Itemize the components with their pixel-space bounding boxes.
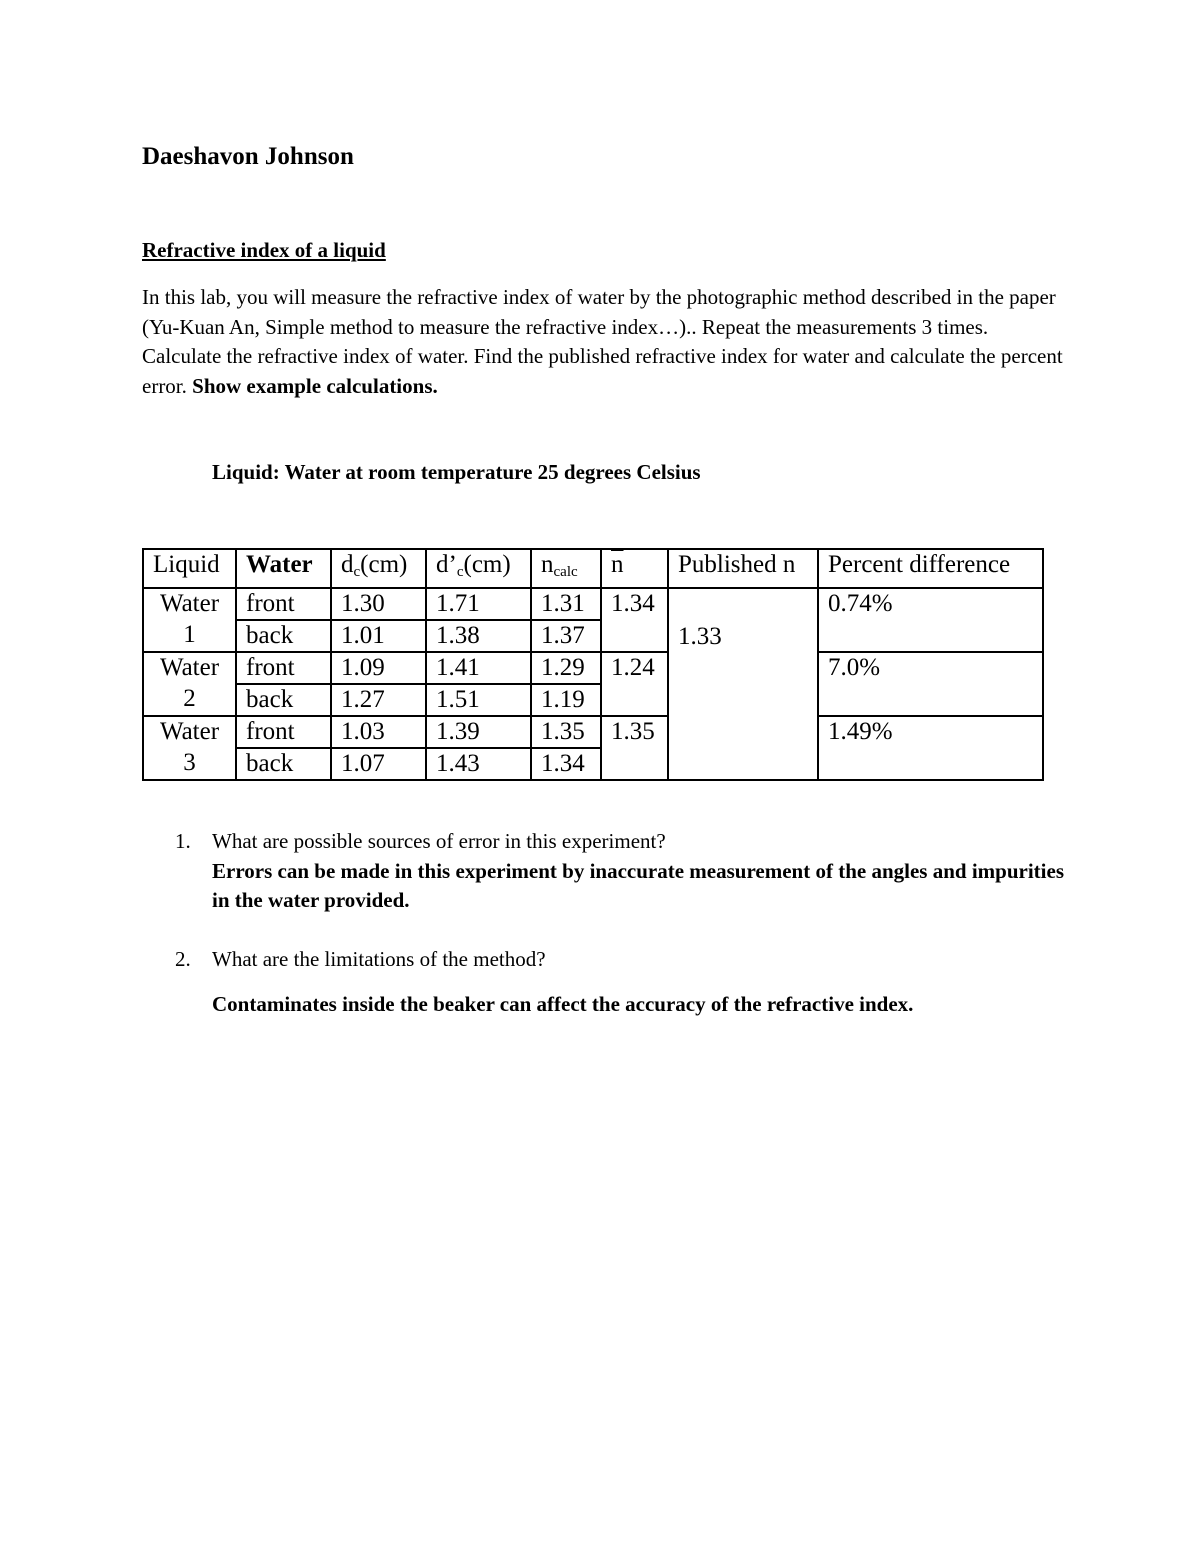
table-header-row bbox=[143, 549, 1043, 588]
question-item bbox=[142, 945, 1082, 1020]
table-row bbox=[143, 652, 1043, 684]
cell-dc: 1.27 bbox=[331, 684, 426, 716]
group-label-line2: 2 bbox=[143, 684, 236, 716]
intro-paragraph bbox=[142, 283, 1072, 401]
header-dprime-sub: c bbox=[456, 564, 464, 580]
cell-side: front bbox=[236, 652, 331, 684]
cell-percent: 1.49% bbox=[818, 716, 1043, 780]
cell-ncalc: 1.34 bbox=[531, 748, 601, 780]
question-number: 1. bbox=[175, 829, 191, 853]
cell-dc: 1.03 bbox=[331, 716, 426, 748]
header-ncalc bbox=[531, 549, 601, 588]
group-label-line1: Water bbox=[143, 652, 236, 684]
header-liquid: Liquid bbox=[143, 549, 236, 588]
header-ncalc-sub: calc bbox=[553, 564, 578, 580]
header-dprime-symbol: d’ bbox=[436, 551, 457, 578]
header-nbar-symbol: $\overline{n}$ bbox=[611, 551, 624, 578]
header-water: Water bbox=[236, 549, 331, 588]
cell-percent: 7.0% bbox=[818, 652, 1043, 716]
cell-side: front bbox=[236, 588, 331, 620]
cell-dc: 1.07 bbox=[331, 748, 426, 780]
cell-ncalc: 1.29 bbox=[531, 652, 601, 684]
cell-ncalc: 1.35 bbox=[531, 716, 601, 748]
cell-dc: 1.30 bbox=[331, 588, 426, 620]
group-label-line1: Water bbox=[143, 588, 236, 620]
group-label-line1: Water bbox=[143, 716, 236, 748]
cell-ncalc: 1.31 bbox=[531, 588, 601, 620]
cell-dprime: 1.41 bbox=[426, 652, 531, 684]
cell-ncalc: 1.37 bbox=[531, 620, 601, 652]
intro-bold-tail: Show example calculations. bbox=[192, 373, 438, 398]
lab-title: Refractive index of a liquid bbox=[142, 238, 386, 262]
cell-side: back bbox=[236, 620, 331, 652]
cell-ncalc: 1.19 bbox=[531, 684, 601, 716]
header-dc-sub: c bbox=[353, 564, 361, 580]
header-ncalc-symbol: n bbox=[541, 551, 554, 578]
cell-dc: 1.01 bbox=[331, 620, 426, 652]
header-dprime-unit: (cm) bbox=[463, 551, 511, 578]
cell-percent: 0.74% bbox=[818, 588, 1043, 652]
cell-dprime: 1.71 bbox=[426, 588, 531, 620]
intro-text: In this lab, you will measure the refractive index of water by the photographic method described in the paper (Yu-Kuan An, Simple method to measure the refractive index…).. Repeat the measurements 3 times. Calculate the refractive index of water. Find the published refractive index for water and calculate the percent error. bbox=[142, 285, 1063, 398]
question-text: What are the limitations of the method? bbox=[212, 946, 546, 971]
author-name: Daeshavon Johnson bbox=[142, 143, 354, 170]
cell-dprime: 1.39 bbox=[426, 716, 531, 748]
question-text: What are possible sources of error in this experiment? bbox=[212, 829, 666, 853]
header-dprime-c bbox=[426, 549, 531, 588]
published-value: 1.33 bbox=[678, 623, 722, 650]
cell-mean: 1.34 bbox=[601, 588, 668, 652]
cell-side: back bbox=[236, 748, 331, 780]
header-published: Published n bbox=[668, 549, 818, 588]
table-row bbox=[143, 588, 1043, 620]
cell-side: back bbox=[236, 684, 331, 716]
cell-published bbox=[668, 588, 818, 780]
table-row bbox=[143, 716, 1043, 748]
results-table bbox=[142, 548, 1044, 781]
cell-mean: 1.24 bbox=[601, 652, 668, 716]
header-dc bbox=[331, 549, 426, 588]
header-percent: Percent difference bbox=[818, 549, 1043, 588]
header-nbar bbox=[601, 549, 668, 588]
group-label-line2: 1 bbox=[143, 620, 236, 652]
group-label-line2: 3 bbox=[143, 748, 236, 780]
answer-text: Contaminates inside the beaker can affect the accuracy of the refractive index. bbox=[212, 992, 914, 1016]
question-number: 2. bbox=[175, 946, 191, 971]
questions-list bbox=[142, 827, 1082, 1020]
question-item bbox=[142, 827, 1082, 916]
header-dc-unit: (cm) bbox=[360, 551, 408, 578]
cell-mean: 1.35 bbox=[601, 716, 668, 780]
cell-dprime: 1.51 bbox=[426, 684, 531, 716]
answer-text: Errors can be made in this experiment by inaccurate measurement of the angles and impurities in the water provided. bbox=[212, 858, 1064, 912]
header-dc-symbol: d bbox=[341, 551, 354, 578]
cell-dc: 1.09 bbox=[331, 652, 426, 684]
cell-side: front bbox=[236, 716, 331, 748]
cell-dprime: 1.38 bbox=[426, 620, 531, 652]
cell-dprime: 1.43 bbox=[426, 748, 531, 780]
liquid-description: Liquid: Water at room temperature 25 degrees Celsius bbox=[212, 460, 701, 484]
